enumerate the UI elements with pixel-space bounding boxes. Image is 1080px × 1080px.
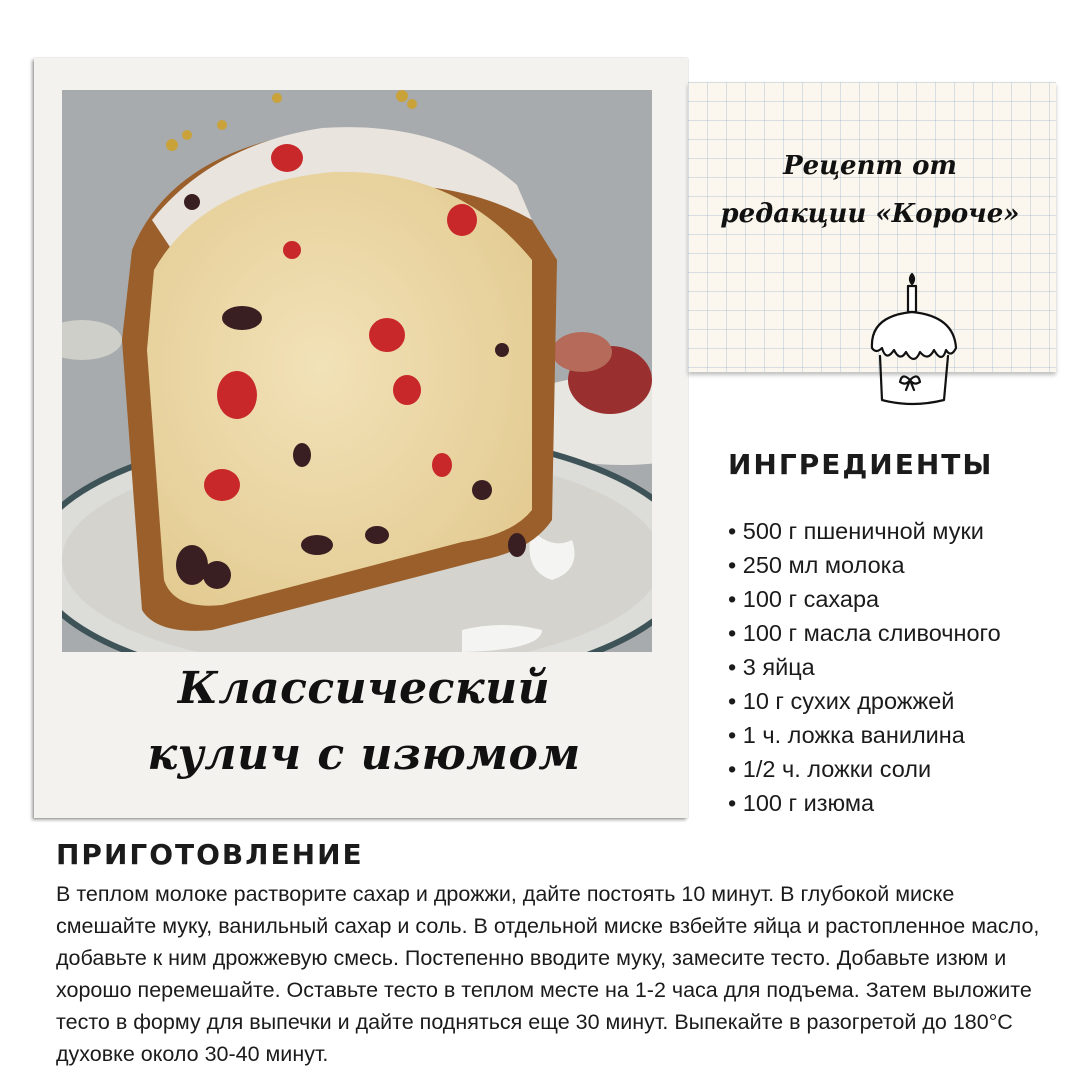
ingredient-item: • 1 ч. ложка ванилина bbox=[728, 718, 1001, 752]
recipe-source-note: Рецепт от редакции «Короче» bbox=[720, 151, 1020, 229]
kulich-photo-illustration bbox=[62, 90, 652, 652]
ingredient-item: • 100 г масла сливочного bbox=[728, 616, 1001, 650]
kulich-icon bbox=[862, 272, 966, 412]
kulich-photo bbox=[62, 90, 652, 652]
ingredients-list bbox=[728, 514, 1001, 820]
ingredient-item: • 250 мл молока bbox=[728, 548, 1001, 582]
preparation-heading: ПРИГОТОВЛЕНИЕ bbox=[56, 838, 364, 871]
polaroid-card bbox=[34, 58, 688, 818]
ingredient-item: • 100 г сахара bbox=[728, 582, 1001, 616]
ingredient-item: • 100 г изюма bbox=[728, 786, 1001, 820]
preparation-text: В теплом молоке растворите сахар и дрожжи, дайте постоять 10 минут. В глубокой миске смешайте муку, ванильный сахар и соль. В отдельной миске взбейте яйца и растопленное масло, добавьте к ним дрожжевую смесь. Постепенно вводите муку, замесите тесто. Добавьте изюм и хорошо перемешайте. Оставьте тесто в теплом месте на 1-2 часа для подъема. Затем выложите тесто в форму для выпечки и дайте подняться еще 30 минут. Выпекайте в разогретой до 180°C духовке около 30-40 минут. bbox=[56, 882, 1040, 1066]
ingredient-item: • 1/2 ч. ложки соли bbox=[728, 752, 1001, 786]
recipe-title: Классический кулич с изюмом bbox=[147, 663, 581, 780]
ingredient-item: • 3 яйца bbox=[728, 650, 1001, 684]
ingredient-item: • 500 г пшеничной муки bbox=[728, 514, 1001, 548]
ingredient-item: • 10 г сухих дрожжей bbox=[728, 684, 1001, 718]
ingredients-heading: ИНГРЕДИЕНТЫ bbox=[728, 448, 994, 481]
